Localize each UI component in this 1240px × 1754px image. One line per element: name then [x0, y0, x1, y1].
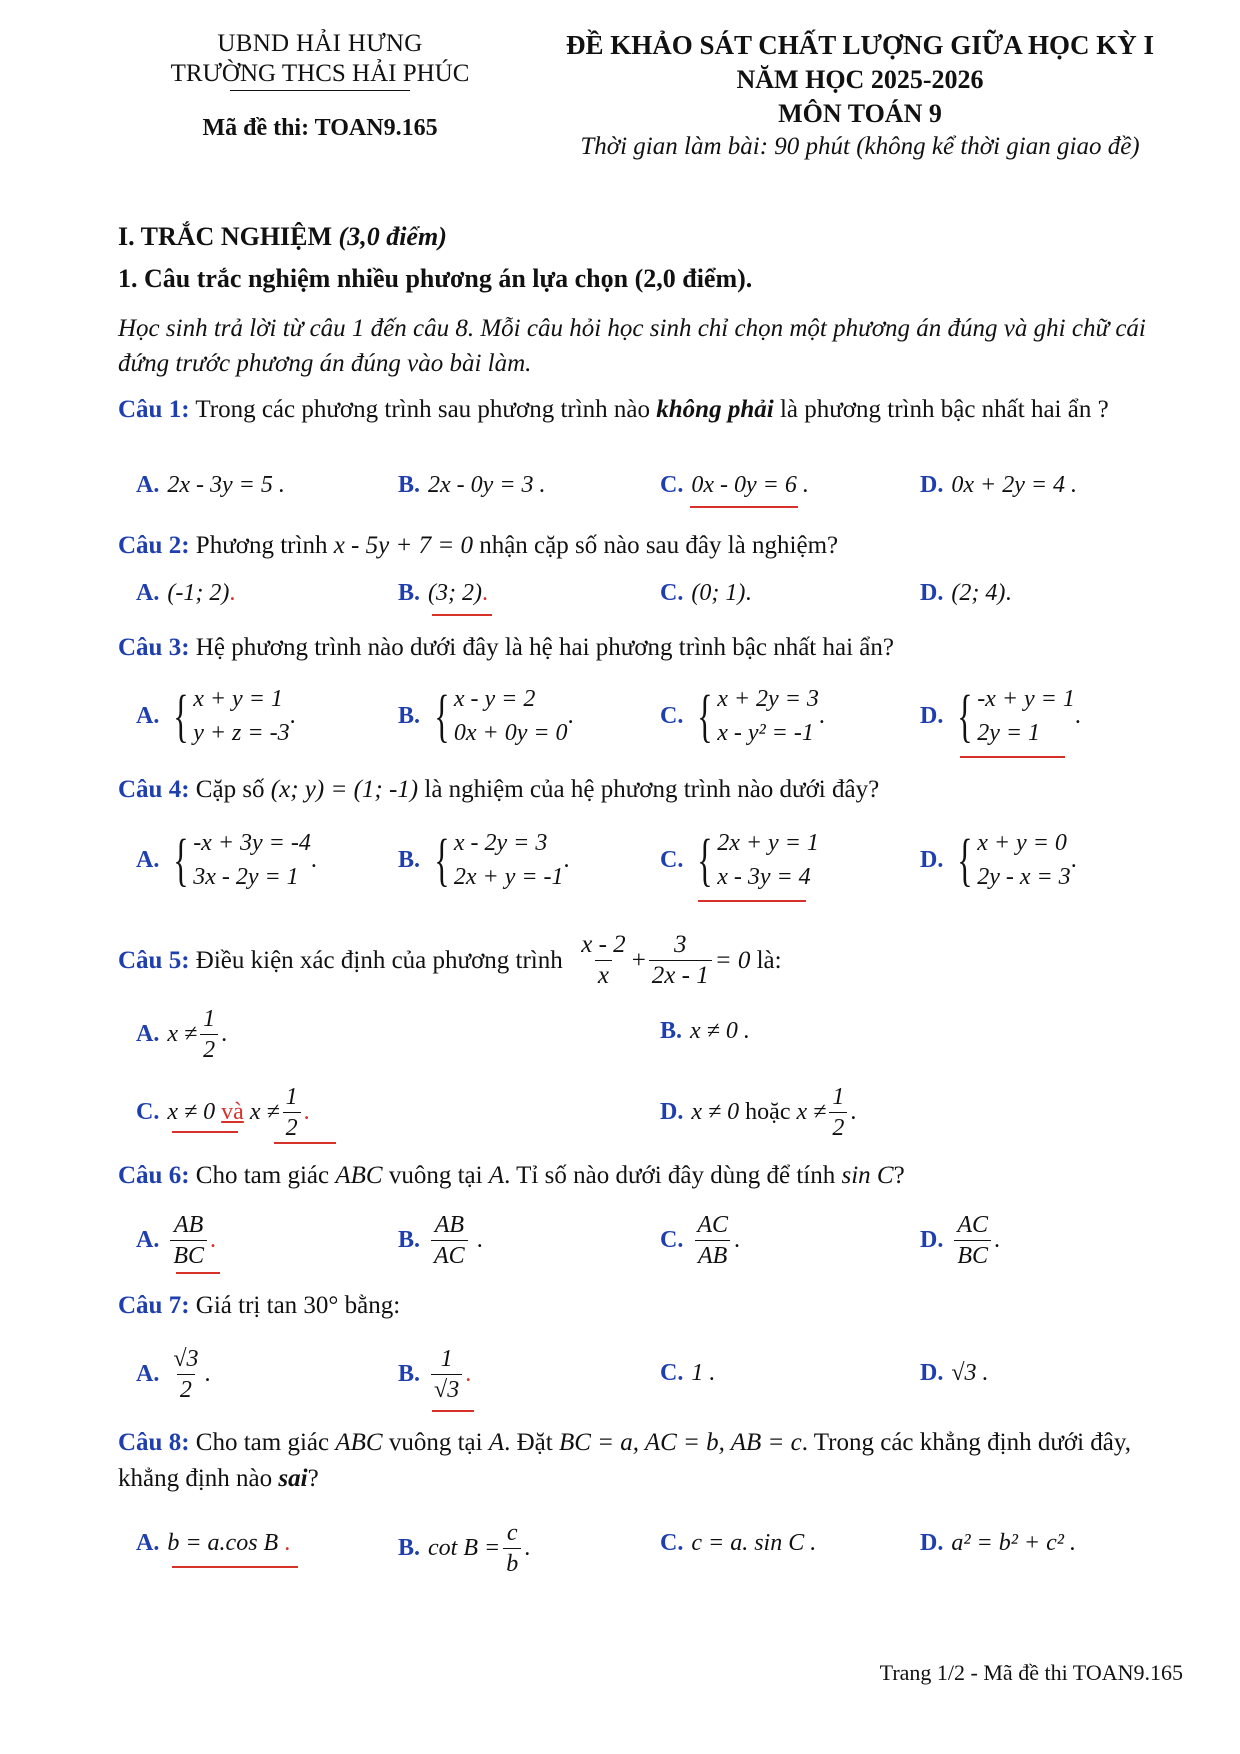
page-footer: Trang 1/2 - Mã đề thi TOAN9.165 — [879, 1660, 1183, 1685]
q7-option-b[interactable]: B. $\frac{1}{√3}$ . — [398, 1346, 472, 1403]
q4-option-b[interactable]: B. { x - 2y = 3 2x + y = -1 . — [398, 827, 570, 892]
q4-option-c[interactable]: C. { 2x + y = 1 x - 3y = 4 — [660, 827, 819, 892]
subject: MÔN TOÁN 9 — [778, 99, 942, 128]
answer-mark — [172, 1131, 238, 1133]
instruction: Học sinh trả lời từ câu 1 đến câu 8. Mỗi câu hỏi học sinh chỉ chọn một phương án đúng và ghi chữ cái đứng trước phương án đúng vào bài làm. — [118, 315, 1146, 377]
q6-option-d[interactable]: D. $\frac{AC}{BC}$ . — [920, 1212, 1001, 1269]
q7-option-d[interactable]: D. √3 . — [920, 1360, 989, 1386]
exam-title: ĐỀ KHẢO SÁT CHẤT LƯỢNG GIỮA HỌC KỲ I — [565, 30, 1155, 60]
answer-mark — [960, 756, 1065, 758]
q7-option-c[interactable]: C. 1 . — [660, 1360, 716, 1386]
q4-option-d[interactable]: D. { x + y = 0 2y - x = 3 . — [920, 827, 1077, 892]
q3-option-c[interactable]: C. { x + 2y = 3 x - y² = -1 . — [660, 683, 825, 748]
section-title: I. TRẮC NGHIỆM (3,0 điểm) — [118, 222, 447, 251]
answer-mark — [176, 1272, 220, 1274]
answer-mark — [690, 506, 798, 508]
q3-option-a[interactable]: A. { x + y = 1 y + z = -3 . — [136, 683, 296, 748]
authority-name: UBND HẢI HƯNG — [217, 30, 423, 57]
question-3: Câu 3: Hệ phương trình nào dưới đây là hệ hai phương trình bậc nhất hai ẩn? — [118, 634, 894, 661]
q5-option-a[interactable]: A. x ≠ $\frac{1}{2}$ . — [136, 1006, 228, 1063]
header-left — [130, 30, 510, 142]
q2-option-c[interactable]: C. (0; 1) . — [660, 580, 752, 606]
question-5: Câu 5: Điều kiện xác định của phương trình $\frac{x - 2}{x}$ + $\frac{3}{2x - 1}$ = 0 là: — [118, 931, 782, 989]
q8-option-c[interactable]: C. c = a. sin C . — [660, 1530, 817, 1556]
answer-mark — [432, 1410, 474, 1412]
q1-option-b[interactable]: B. 2x - 0y = 3 . — [398, 472, 546, 498]
question-label: Câu 1: — [118, 396, 190, 423]
school-year: NĂM HỌC 2025-2026 — [736, 65, 984, 94]
question-8: Câu 8: Cho tam giác ABC vuông tại A. Đặt BC = a, AC = b, AB = c. Trong các khẳng định dưới đây, khẳng định nào sai? — [118, 1429, 1132, 1492]
q6-option-b[interactable]: B. $\frac{AB}{AC}$ . — [398, 1212, 483, 1269]
answer-mark — [172, 1566, 298, 1568]
answer-mark — [274, 1142, 336, 1144]
q5-option-d[interactable]: D. x ≠ 0 hoặc x ≠ $\frac{1}{2}$ . — [660, 1084, 857, 1141]
q7-option-a[interactable]: A. $\frac{√3}{2}$ . — [136, 1346, 211, 1403]
q6-option-a[interactable]: A. $\frac{AB}{BC}$ . — [136, 1212, 217, 1269]
exam-code: Mã đề thi: TOAN9.165 — [202, 115, 438, 141]
q1-option-c[interactable]: C. 0x - 0y = 6 . — [660, 472, 809, 498]
q5-option-c[interactable]: C. x ≠ 0 và x ≠ $\frac{1}{2}$ . — [136, 1084, 310, 1141]
q6-option-c[interactable]: C. $\frac{AC}{AB}$ . — [660, 1212, 741, 1269]
question-4: Câu 4: Cặp số (x; y) = (1; -1) là nghiệm của hệ phương trình nào dưới đây? — [118, 776, 880, 803]
q2-option-b[interactable]: B. (3; 2) . — [398, 580, 488, 606]
question-7: Câu 7: Giá trị tan 30° bằng: — [118, 1292, 401, 1319]
q1-option-a[interactable]: A. 2x - 3y = 5 . — [136, 472, 285, 498]
answer-mark — [698, 900, 806, 902]
q8-option-d[interactable]: D. a² = b² + c² . — [920, 1530, 1076, 1556]
question-1: Câu 1: Trong các phương trình sau phương trình nào không phải là phương trình bậc nhất hai ẩn ? — [118, 396, 1109, 423]
q8-option-b[interactable]: B. cot B = $\frac{c}{b}$ . — [398, 1520, 531, 1577]
q8-option-a[interactable]: A. b = a.cos B . — [136, 1530, 291, 1556]
time-allowed: Thời gian làm bài: 90 phút (không kể thời gian giao đề) — [580, 133, 1140, 160]
q3-option-b[interactable]: B. { x - y = 2 0x + 0y = 0 . — [398, 683, 574, 748]
q2-option-d[interactable]: D. (2; 4) . — [920, 580, 1012, 606]
q2-option-a[interactable]: A. (-1; 2) . — [136, 580, 236, 606]
header-right — [520, 30, 1200, 161]
question-6: Câu 6: Cho tam giác ABC vuông tại A. Tỉ số nào dưới đây dùng để tính sin C? — [118, 1162, 905, 1189]
header-divider — [230, 90, 410, 91]
q4-option-a[interactable]: A. { -x + 3y = -4 3x - 2y = 1 . — [136, 827, 317, 892]
q3-option-d[interactable]: D. { -x + y = 1 2y = 1 . — [920, 683, 1081, 748]
q5-option-b[interactable]: B. x ≠ 0 . — [660, 1018, 750, 1044]
q1-option-d[interactable]: D. 0x + 2y = 4 . — [920, 472, 1078, 498]
answer-mark — [432, 614, 492, 616]
school-name: TRƯỜNG THCS HẢI PHÚC — [170, 60, 470, 87]
subsection-title: 1. Câu trắc nghiệm nhiều phương án lựa chọn (2,0 điểm). — [118, 264, 753, 293]
question-2: Câu 2: Phương trình x - 5y + 7 = 0 nhận cặp số nào sau đây là nghiệm? — [118, 532, 839, 559]
